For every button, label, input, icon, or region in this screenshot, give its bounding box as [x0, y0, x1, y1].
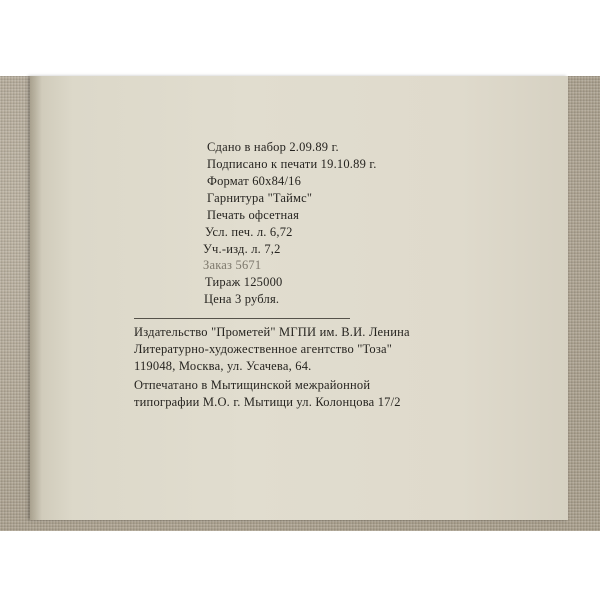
page-edge-shadow [30, 76, 42, 520]
printing-method: Печать офсетная [207, 208, 300, 222]
printer-line-2: типографии М.О. г. Мытищи ул. Колонцова 17/2 [134, 395, 401, 409]
publisher-name: Издательство "Прометей" МГПИ им. В.И. Ленина [134, 325, 410, 339]
publisher-address: 119048, Москва, ул. Усачева, 64. [134, 359, 312, 373]
print-run: Тираж 125000 [205, 275, 283, 289]
price: Цена 3 рубля. [204, 292, 280, 306]
print-sheets: Усл. печ. л. 6,72 [205, 225, 293, 239]
order-number: Заказ 5671 [203, 258, 262, 272]
format: Формат 60х84/16 [207, 174, 302, 188]
typeset-date: Сдано в набор 2.09.89 г. [207, 140, 339, 154]
signed-date: Подписано к печати 19.10.89 г. [207, 157, 377, 171]
separator-rule [134, 318, 350, 319]
publisher-sheets: Уч.-изд. л. 7,2 [203, 242, 281, 256]
typeface: Гарнитура "Таймс" [207, 191, 313, 205]
agency-name: Литературно-художественное агентство "Тоза" [134, 342, 393, 356]
printer-line-1: Отпечатано в Мытищинской межрайонной [134, 378, 371, 392]
